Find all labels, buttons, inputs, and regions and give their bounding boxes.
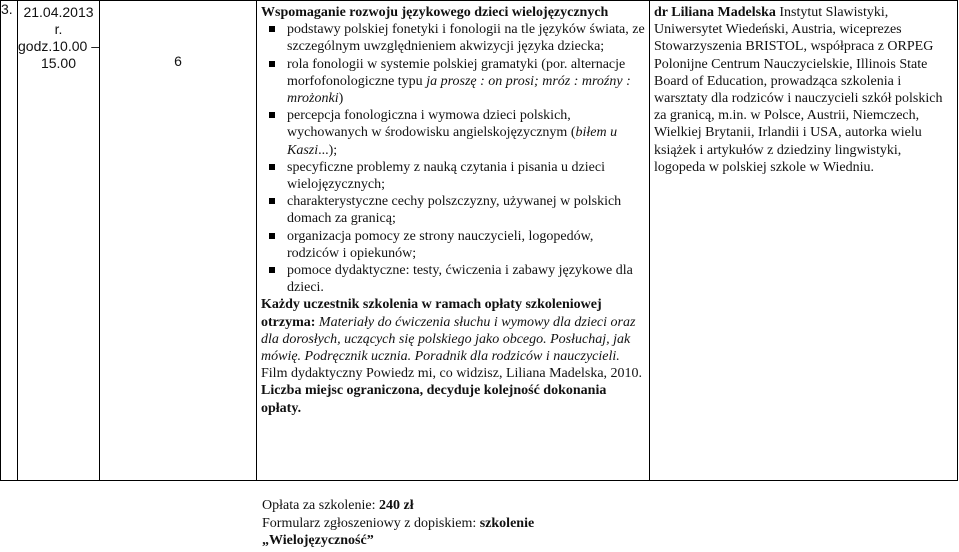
list-item: specyficzne problemy z nauką czytania i pisania u dzieci wielojęzycznych;: [261, 159, 645, 193]
topics-list: [261, 21, 645, 296]
list-item: charakterystyczne cechy polszczyzny, używanej w polskich domach za granicą;: [261, 193, 645, 227]
trainer-bio: Instytut Slawistyki, Uniwersytet Wiedeński, Austria, wiceprezes Stowarzyszenia BRISTOL, współpraca z ORPEG Polonijne Centrum Nauczycielskie, Illinois State Board of Education, prowadząca szkolenia i warsztaty dla rodziców i nauczycieli szkół polskich za granicą, m.in. w Polsce, Austrii, Niemczech, Wielkiej Brytanii, Irlandii i USA, autorka wielu książek i artykułów z dziedziny lingwistyki, logopeda w polskiej szkole w Wiedniu.: [654, 5, 943, 175]
date-text: 21.04.2013 r.: [23, 4, 94, 37]
list-item: podstawy polskiej fonetyki i fonologii na tle języków świata, ze szczególnym uwzględnieniem akwizycji języka dziecka;: [261, 21, 645, 55]
limit-note: Liczba miejsc ograniczona, decyduje kolejność dokonania opłaty.: [261, 383, 607, 416]
fee-value: 240 zł: [379, 498, 414, 513]
date-cell: [18, 1, 100, 481]
materials-paragraph: Każdy uczestnik szkolenia w ramach opłaty szkoleniowej otrzyma: Materiały do ćwiczenia słuchu i wymowy dla dzieci oraz dla dorosłych, uczących się polskiego jako obcego. Posłuchaj, jak mówię. Podręcznik ucznia. Poradnik dla rodziców i nauczycieli. Film dydaktyczny Powiedz mi, co widzisz, Liliana Madelska, 2010.: [261, 297, 643, 382]
row-number-cell: [1, 1, 18, 481]
form-value: szkolenie: [479, 515, 535, 531]
trainer-name: dr Liliana Madelska: [654, 5, 776, 20]
hours-text: godz.10.00 – 15.00: [18, 38, 99, 71]
list-item: organizacja pomocy ze strony nauczycieli, logopedów, rodziców i opiekunów;: [261, 228, 645, 262]
form-line-2: „Wielojęzyczność”: [262, 533, 374, 548]
list-item: pomoce dydaktyczne: testy, ćwiczenia i zabawy językowe dla dzieci.: [261, 262, 645, 296]
course-description-cell: [257, 1, 650, 481]
row-number: 3.: [1, 1, 13, 17]
trainer-cell: [650, 1, 958, 481]
list-item: rola fonologii w systemie polskiej gramatyki (por. alternacje morfofonologiczne typu ja proszę : on prosi; mróz : mroźny : mrożonki): [261, 56, 645, 108]
table-row: [1, 1, 958, 481]
course-title: Wspomaganie rozwoju językowego dzieci wielojęzycznych: [261, 5, 609, 20]
fee-and-form-info: [262, 497, 534, 550]
hours-count: 6: [174, 53, 182, 69]
form-line: Formularz zgłoszeniowy z dopiskiem: szkolenie: [262, 515, 535, 531]
fee-line: Opłata za szkolenie: 240 zł: [262, 498, 414, 513]
list-item: percepcja fonologiczna i wymowa dzieci polskich, wychowanych w środowisku angielskojęzycznym (biłem u Kaszi...);: [261, 107, 645, 159]
hours-count-cell: [100, 1, 257, 481]
